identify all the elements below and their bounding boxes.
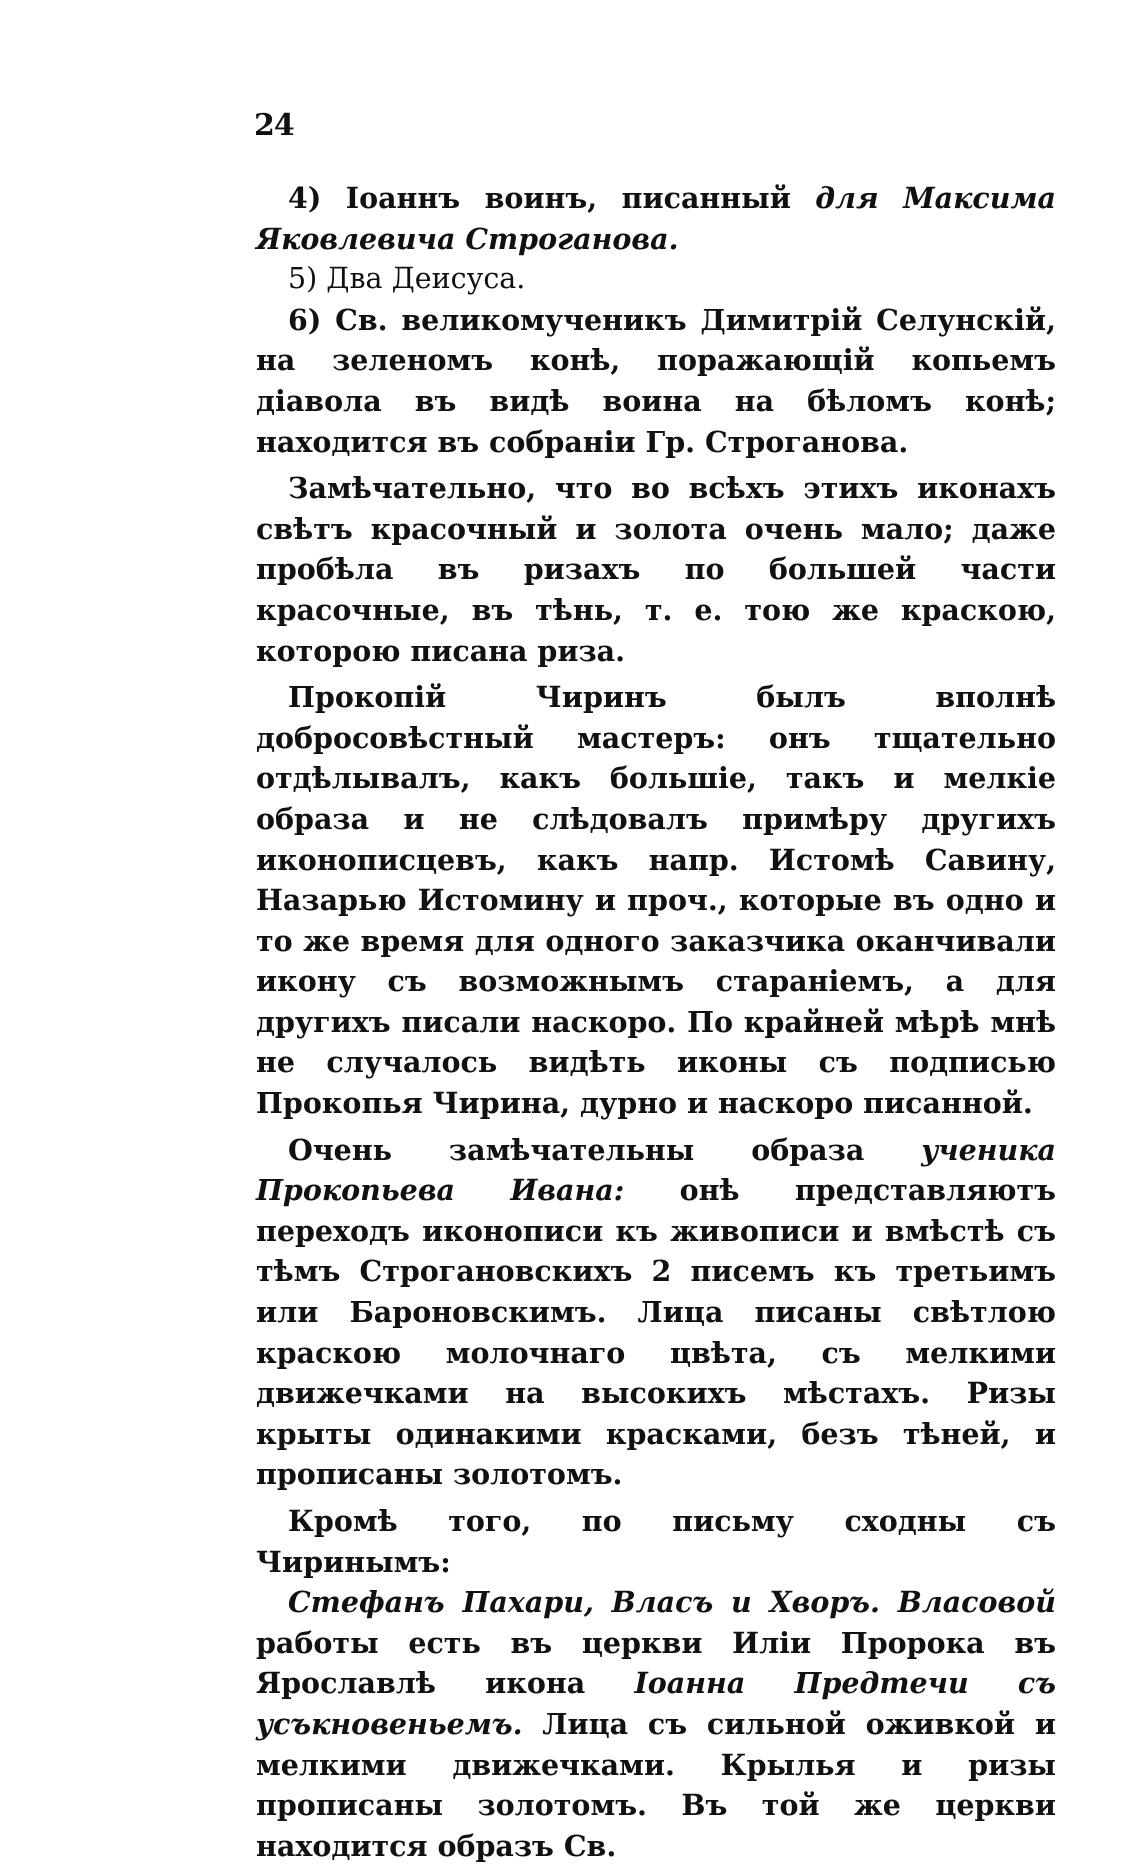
pupil-lead: Очень замѣчательны образа xyxy=(288,1132,922,1167)
pupil-italic: ученика Прокопьева Ивана: xyxy=(256,1132,1056,1208)
paragraph-pupil xyxy=(256,1130,1056,1495)
list-item-5: 5) Два Деисуса. xyxy=(288,262,526,296)
stefan-text-1 xyxy=(880,1585,898,1619)
stefan-text-2: работы есть въ церкви Иліи Пророка въ Ярославлѣ икона xyxy=(256,1625,1056,1701)
item-4-lead: 4) Іоаннъ воинъ, писанный xyxy=(288,181,816,215)
paragraph-stefan xyxy=(256,1582,1056,1866)
page-number: 24 xyxy=(254,108,294,143)
paragraph-chirin: Прокопій Чиринъ былъ вполнѣ добросовѣстный мастеръ: онъ тщательно отдѣлывалъ, какъ большіе, такъ и мелкіе образа и не слѣдовалъ примѣру другихъ иконописцевъ, какъ напр. Истомѣ Савину, Назарью Истомину и проч., которые въ одно и то же время для одного заказчика оканчивали икону съ возможнымъ стараніемъ, а для другихъ писали наскоро. По крайней мѣрѣ мнѣ не случалось видѣть иконы съ подписью Прокопья Чирина, дурно и наскоро писанной. xyxy=(256,680,1056,1121)
stefan-italic-3: Іоанна Предтечи съ усъкновеньемъ. xyxy=(256,1666,1057,1741)
list-item-6: 6) Св. великомученикъ Димитрій Селунскій, на зеленомъ конѣ, поражающій копьемъ діавола въ видѣ воина на бѣломъ конѣ; находится въ собраніи Гр. Строганова. xyxy=(256,302,1056,459)
item-4-italic: для Максима Яковлевича Строганова. xyxy=(256,181,1057,256)
list-item-4 xyxy=(256,178,1056,259)
stefan-italic-1: Стефанъ Пахари, Власъ и Хворъ. xyxy=(288,1585,880,1620)
paragraph-remark: Замѣчательно, что во всѣхъ этихъ иконахъ свѣтъ красочный и золота очень мало; даже пробѣла въ ризахъ по большей части красочные, въ тѣнь, т. е. тою же краскою, которою писана риза. xyxy=(256,471,1056,668)
stefan-italic-2: Власовой xyxy=(897,1585,1056,1620)
paragraph-besides: Кромѣ того, по письму сходны съ Чиринымъ: xyxy=(256,1504,1056,1579)
page-text xyxy=(256,178,1056,1866)
pupil-rest: онѣ представляютъ переходъ иконописи къ живописи и вмѣстѣ съ тѣмъ Строгановскихъ 2 писемъ къ третьимъ или Бароновскимъ. Лица писаны свѣтлою краскою молочнаго цвѣта, съ мелкими движечками на высокихъ мѣстахъ. Ризы крыты одинакими красками, безъ тѣней, и прописаны золотомъ. xyxy=(256,1173,1056,1492)
stefan-text-3: Лица съ сильной оживкой и мелкими движечками. Крылья и ризы прописаны золотомъ. Въ той же церкви находится образъ Св. xyxy=(256,1706,1056,1863)
